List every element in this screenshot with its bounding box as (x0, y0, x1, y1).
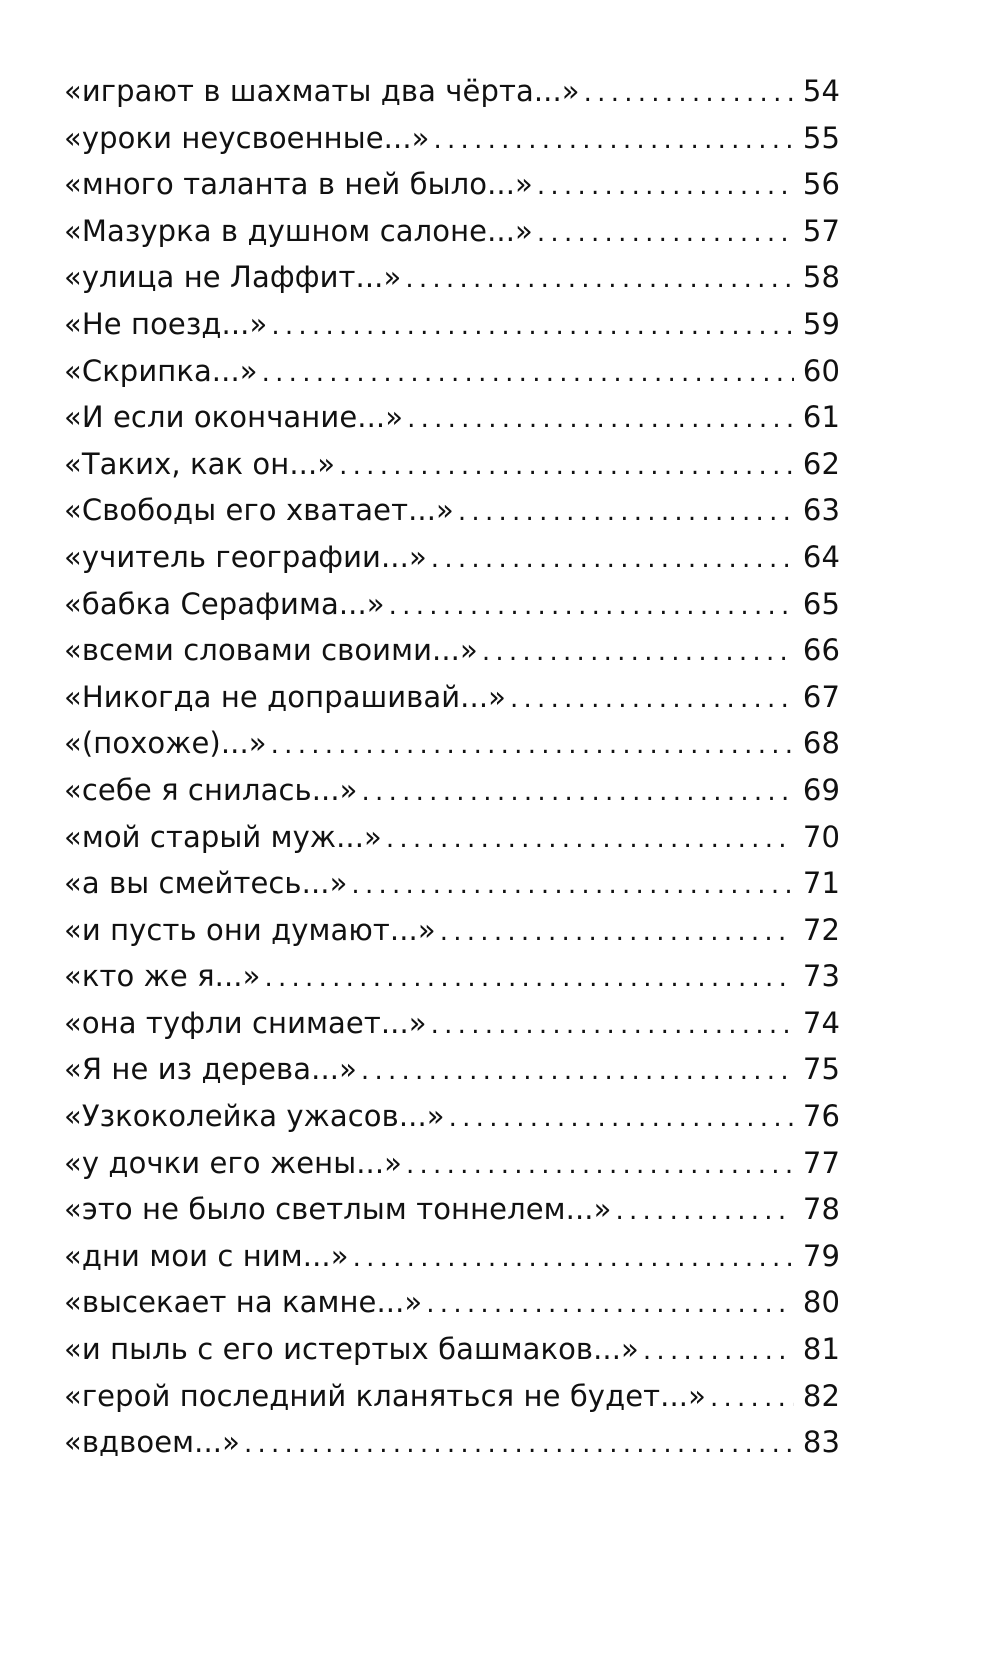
toc-entry-page-number: 82 (802, 1378, 840, 1413)
toc-entry (64, 767, 840, 814)
toc-leader-dots (271, 303, 794, 350)
toc-leader-dots (426, 1281, 794, 1328)
toc-leader-dots (584, 70, 794, 117)
toc-leader-dots (405, 256, 794, 303)
toc-entry-title: «улица не Лаффит...» (64, 260, 402, 295)
toc-entry (64, 161, 840, 208)
toc-leader-dots (361, 1048, 794, 1095)
toc-entry-page-number: 71 (802, 866, 840, 901)
toc-entry (64, 674, 840, 721)
toc-entry-title: «много таланта в ней было...» (64, 167, 533, 202)
toc-entry-title: «герой последний кланяться не будет...» (64, 1378, 706, 1413)
toc-entry-title: «всеми словами своими...» (64, 633, 478, 668)
toc-entry-page-number: 70 (802, 819, 840, 854)
toc-entry-page-number: 54 (802, 74, 840, 108)
toc-entry-page-number: 59 (802, 306, 840, 341)
toc-entry-page-number: 75 (802, 1052, 840, 1087)
toc-entry-title: «Я не из дерева...» (64, 1052, 357, 1087)
toc-entry (64, 115, 840, 162)
toc-entry (64, 1000, 840, 1047)
toc-entry-page-number: 81 (802, 1332, 840, 1367)
toc-entry-title: «играют в шахматы два чёрта...» (64, 74, 580, 108)
toc-entry-page-number: 78 (802, 1192, 840, 1227)
toc-entry-page-number: 67 (802, 679, 840, 714)
toc-entry-title: «Свободы его хватает...» (64, 493, 454, 528)
toc-entry (64, 814, 840, 861)
toc-entry-page-number: 72 (802, 912, 840, 947)
toc-entry-title: «И если окончание...» (64, 400, 404, 435)
toc-leader-dots (339, 443, 794, 490)
toc-entry-title: «а вы смейтесь...» (64, 866, 348, 901)
toc-entry-title: «себе я снилась...» (64, 772, 358, 807)
toc-entry-page-number: 74 (802, 1005, 840, 1040)
toc-leader-dots (449, 1095, 794, 1142)
toc-entry (64, 487, 840, 534)
toc-entry-page-number: 73 (802, 959, 840, 994)
toc-leader-dots (440, 909, 794, 956)
toc-leader-dots (431, 536, 794, 583)
toc-entry-title: «дни мои с ним...» (64, 1238, 349, 1273)
toc-entry-title: «Никогда не допрашивай...» (64, 679, 506, 714)
toc-entry-title: «и пусть они думают...» (64, 912, 436, 947)
table-of-contents (64, 68, 840, 1466)
toc-entry-title: «мой старый муж...» (64, 819, 382, 854)
toc-entry-title: «Скрипка...» (64, 353, 258, 388)
toc-entry-title: «Таких, как он...» (64, 446, 336, 481)
toc-entry-page-number: 55 (802, 120, 840, 155)
toc-entry-page-number: 68 (802, 726, 840, 761)
toc-leader-dots (264, 955, 794, 1002)
toc-leader-dots (351, 862, 794, 909)
toc-entry-page-number: 65 (802, 586, 840, 621)
toc-entry (64, 907, 840, 954)
toc-entry (64, 1186, 840, 1233)
toc-leader-dots (643, 1328, 794, 1375)
toc-entry-title: «(похоже)...» (64, 726, 267, 761)
toc-entry-page-number: 64 (802, 539, 840, 574)
toc-entry (64, 1233, 840, 1280)
toc-leader-dots (386, 816, 794, 863)
toc-entry-page-number: 77 (802, 1145, 840, 1180)
toc-leader-dots (244, 1421, 794, 1468)
toc-leader-dots (406, 1142, 794, 1189)
toc-entry-title: «уроки неусвоенные...» (64, 120, 430, 155)
toc-entry-page-number: 62 (802, 446, 840, 481)
toc-leader-dots (537, 210, 794, 257)
toc-leader-dots (482, 629, 794, 676)
toc-leader-dots (389, 583, 794, 630)
toc-leader-dots (271, 722, 794, 769)
toc-entry-title: «Мазурка в душном салоне...» (64, 213, 533, 248)
toc-entry-title: «бабка Серафима...» (64, 586, 385, 621)
toc-entry (64, 1326, 840, 1373)
toc-entry-page-number: 60 (802, 353, 840, 388)
toc-entry (64, 534, 840, 581)
toc-leader-dots (262, 350, 794, 397)
toc-leader-dots (615, 1188, 794, 1235)
toc-entry-page-number: 58 (802, 260, 840, 295)
toc-leader-dots (431, 1002, 794, 1049)
toc-entry (64, 348, 840, 395)
toc-entry-page-number: 57 (802, 213, 840, 248)
toc-entry (64, 720, 840, 767)
toc-entry-page-number: 83 (802, 1425, 840, 1460)
toc-entry (64, 1140, 840, 1187)
toc-leader-dots (362, 769, 794, 816)
toc-entry (64, 1279, 840, 1326)
toc-entry-page-number: 69 (802, 772, 840, 807)
toc-entry (64, 1373, 840, 1420)
toc-entry (64, 1093, 840, 1140)
toc-entry (64, 394, 840, 441)
toc-entry (64, 441, 840, 488)
toc-entry (64, 1046, 840, 1093)
toc-leader-dots (510, 676, 794, 723)
toc-entry-title: «кто же я...» (64, 959, 261, 994)
toc-leader-dots (433, 117, 794, 164)
toc-entry-page-number: 56 (802, 167, 840, 202)
toc-entry (64, 208, 840, 255)
toc-entry-title: «она туфли снимает...» (64, 1005, 427, 1040)
toc-entry-title: «и пыль с его истертых башмаков...» (64, 1332, 639, 1367)
toc-entry (64, 301, 840, 348)
toc-entry-title: «у дочки его жены...» (64, 1145, 402, 1180)
toc-entry-title: «учитель географии...» (64, 539, 427, 574)
toc-entry-title: «это не было светлым тоннелем...» (64, 1192, 612, 1227)
toc-entry (64, 254, 840, 301)
toc-entry-title: «Узкоколейка ужасов...» (64, 1099, 445, 1134)
toc-entry (64, 627, 840, 674)
toc-entry-title: «вдвоем...» (64, 1425, 240, 1460)
toc-leader-dots (458, 489, 794, 536)
toc-entry-page-number: 76 (802, 1099, 840, 1134)
toc-entry (64, 860, 840, 907)
toc-entry-page-number: 66 (802, 633, 840, 668)
toc-leader-dots (537, 163, 794, 210)
toc-entry-title: «Не поезд...» (64, 306, 268, 341)
toc-entry-page-number: 61 (802, 400, 840, 435)
toc-leader-dots (710, 1375, 794, 1422)
toc-entry-page-number: 63 (802, 493, 840, 528)
toc-entry-title: «высекает на камне...» (64, 1285, 423, 1320)
toc-entry-page-number: 79 (802, 1238, 840, 1273)
toc-entry-page-number: 80 (802, 1285, 840, 1320)
toc-entry (64, 1419, 840, 1466)
toc-leader-dots (407, 396, 794, 443)
toc-leader-dots (353, 1235, 794, 1282)
toc-entry (64, 953, 840, 1000)
toc-entry (64, 68, 840, 115)
toc-entry (64, 581, 840, 628)
